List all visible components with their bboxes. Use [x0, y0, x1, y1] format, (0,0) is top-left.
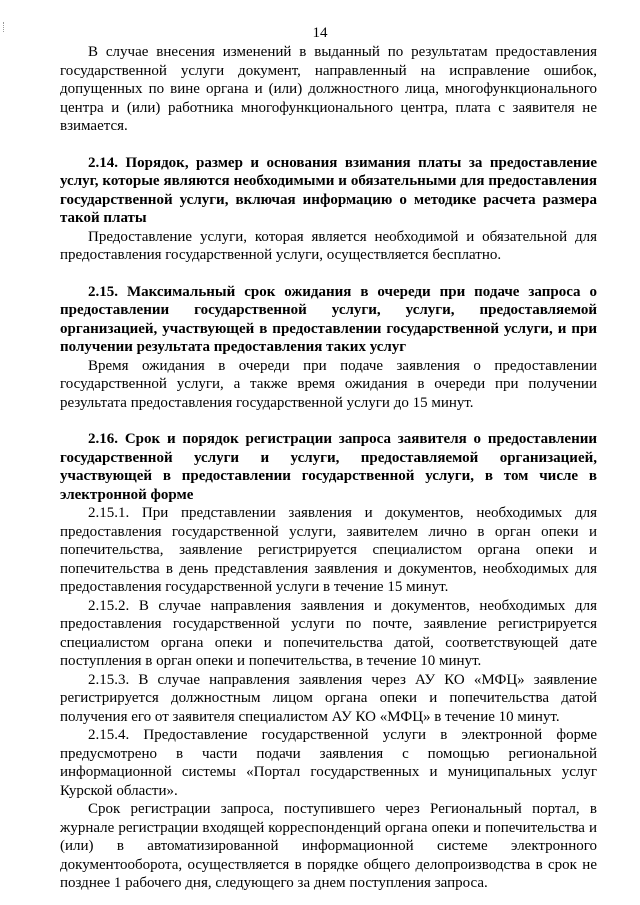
- paragraph-fee-not-charged: В случае внесения изменений в выданный по результатам предоставления государственной услуги документ, направленный на исправление ошибок, допущенных по вине органа и (или) должностного лица, многофункционального центра и (или) работника многофункционального центра, плата с заявителя не взимается.: [60, 44, 597, 134]
- paragraph-queue-time: Время ожидания в очереди при подаче заявления о предоставлении государственной услуги, а также время ожидания в очереди при получении результата предоставления государственной услуги до 15 минут.: [60, 357, 597, 411]
- page-number: 14: [312, 25, 328, 41]
- heading-2-16: 2.16. Срок и порядок регистрации запроса заявителя о предоставлении государственной услуги и услуги, предоставляемой организацией, участвующей в предоставлении государственной услуги, в том числе в электронной форме: [60, 431, 597, 503]
- paragraph-2-15-2: 2.15.2. В случае направления заявления и документов, необходимых для предоставления государственной услуги по почте, заявление регистрируется специалистом органа опеки и попечительства датой, соответствующей дате поступления в орган опеки и попечительства, в течение 10 минут.: [60, 597, 597, 669]
- heading-2-15: 2.15. Максимальный срок ожидания в очереди при подаче запроса о предоставлении государственной услуги, услуги, предоставляемой организацией, участвующей в предоставлении государственной услуги, и при получении результата предоставления таких услуг: [60, 283, 597, 355]
- document-body: [60, 43, 597, 893]
- paragraph-2-15-3: 2.15.3. В случае направления заявления через АУ КО «МФЦ» заявление регистрируется должностным лицом органа опеки и попечительства датой получения его от заявителя специалистом АУ КО «МФЦ» в течение 10 минут.: [60, 671, 597, 725]
- paragraph-registration-term: Срок регистрации запроса, поступившего через Региональный портал, в журнале регистрации входящей корреспонденций органа опеки и попечительства и (или) в автоматизированной информационной системе электронного документооборота, осуществляется в порядке общего делопроизводства в срок не позднее 1 рабочего дня, следующего за днем поступления запроса.: [60, 801, 597, 891]
- paragraph-2-15-4: 2.15.4. Предоставление государственной услуги в электронной форме предусмотрено в части подачи заявления с помощью региональной информационной системы «Портал государственных и муниципальных услуг Курской области».: [60, 727, 597, 799]
- paragraph-2-15-1: 2.15.1. При представлении заявления и документов, необходимых для предоставления государственной услуги, заявителем лично в орган опеки и попечительства, заявление регистрируется специалистом органа опеки и попечительства в день представления заявления и документов, необходимых для предоставления государственной услуги в течение 15 минут.: [60, 505, 597, 595]
- paragraph-free-service: Предоставление услуги, которая является необходимой и обязательной для предоставления государственной услуги, осуществляется бесплатно.: [60, 228, 597, 263]
- heading-2-14: 2.14. Порядок, размер и основания взимания платы за предоставление услуг, которые являются необходимыми и обязательными для предоставления государственной услуги, включая информацию о методике расчета размера такой платы: [60, 154, 597, 226]
